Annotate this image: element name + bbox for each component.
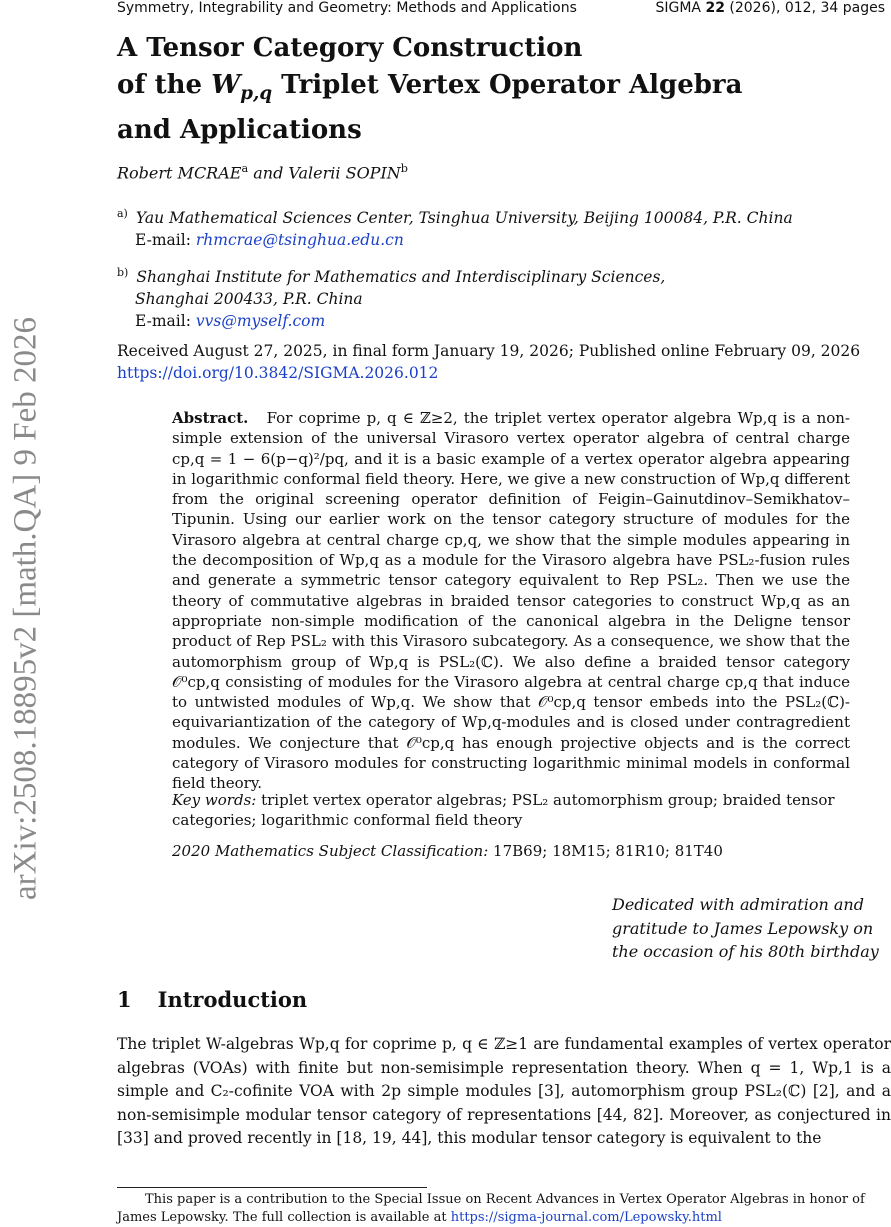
section-heading-introduction: 1 Introduction (117, 987, 308, 1012)
introduction-paragraph: The triplet W-algebras Wp,q for coprime p, q ∈ ℤ≥1 are fundamental examples of vertex operator algebras (VOAs) with finite but non-semisimple representation theory. When q = 1, Wp,1 is a simple and C₂-cofinite VOA with 2p simple modules [3], automorphism group PSL₂(ℂ) [2], and a non-semisimple modular tensor category of representations [44, 82]. Moreover, as conjectured in [33] and proved recently in [18, 19, 44], this modular tensor category is equivalent to the (117, 1035, 891, 1147)
keywords: Key words: triplet vertex operator algebras; PSL₂ automorphism group; braided tensor categories; logarithmic conformal field theory (172, 791, 835, 830)
affiliation-a: $^{a)}$ Yau Mathematical Sciences Center, Tsinghua University, Beijing 100084, P.R. China E-mail: rhmcrae@tsinghua.edu.cn (117, 207, 793, 250)
affiliation-b: $^{b)}$ Shanghai Institute for Mathematics and Interdisciplinary Sciences, Shanghai 200433, P.R. China E-mail: vvs@myself.com (117, 266, 666, 331)
author-list: Robert MCRAE$^a$ and Valerii SOPIN$^b$ (117, 162, 408, 183)
footnote: This paper is a contribution to the Special Issue on Recent Advances in Vertex Operator Algebras in honor of James Lepowsky. The full collection is available at https://sigma-journal.com/Lepowsky.html (117, 1192, 865, 1225)
email-link-sopin[interactable]: vvs@myself.com (195, 312, 326, 331)
journal-citation: SIGMA 22 (2026), 012, 34 pages (655, 0, 885, 16)
doi-link[interactable]: https://doi.org/10.3842/SIGMA.2026.012 (117, 364, 439, 382)
paper-title: A Tensor Category Construction of the $W_{p,q}$ Triplet Vertex Operator Algebra and Applications (117, 33, 743, 146)
msc-classification: 2020 Mathematics Subject Classification: 17B69; 18M15; 81R10; 81T40 (172, 842, 723, 860)
arxiv-watermark: arXiv:2508.18895v2 [math.QA] 9 Feb 2026 (7, 317, 44, 900)
collection-link[interactable]: https://sigma-journal.com/Lepowsky.html (450, 1210, 722, 1225)
footnote-divider (117, 1187, 427, 1188)
journal-header: Symmetry, Integrability and Geometry: Methods and Applications (117, 0, 577, 16)
abstract: Abstract. For coprime p, q ∈ ℤ≥2, the triplet vertex operator algebra Wp,q is a non-simple extension of the universal Virasoro vertex operator algebra of central charge cp,q = 1 − 6(p−q)²/pq, and it is a basic example of a vertex operator algebra appearing in logarithmic conformal field theory. Here, we give a new construction of Wp,q different from the original screening operator definition of Feigin–Gainutdinov–Semikhatov–Tipunin. Using our earlier work on the tensor category structure of modules for the Virasoro algebra at central charge cp,q, we show that the simple modules appearing in the decomposition of Wp,q as a module for the Virasoro algebra have PSL₂-fusion rules and generate a symmetric tensor category equivalent to Rep PSL₂. Then we use the theory of commutative algebras in braided tensor categories to construct Wp,q as an appropriate non-simple modification of the canonical algebra in the Deligne tensor product of Rep PSL₂ with this Virasoro subcategory. As a consequence, we show that the automorphism group of Wp,q is PSL₂(ℂ). We also define a braided tensor category 𝒪⁰cp,q consisting of modules for the Virasoro algebra at central charge cp,q that induce to untwisted modules of Wp,q. We show that 𝒪⁰cp,q tensor embeds into the PSL₂(ℂ)-equivariantization of the category of Wp,q-modules and is closed under contragredient modules. We conjecture that 𝒪⁰cp,q has enough projective objects and is the correct category of Virasoro modules for constructing logarithmic minimal models in conformal field theory. (172, 409, 850, 793)
email-link-mcrae[interactable]: rhmcrae@tsinghua.edu.cn (195, 231, 404, 250)
received-dates: Received August 27, 2025, in final form January 19, 2026; Published online February 09, 2026 https://doi.org/10.3842/SIGMA.2026.012 (117, 342, 861, 382)
dedication: Dedicated with admiration and gratitude to James Lepowsky on the occasion of his 80th birthday (612, 895, 879, 961)
